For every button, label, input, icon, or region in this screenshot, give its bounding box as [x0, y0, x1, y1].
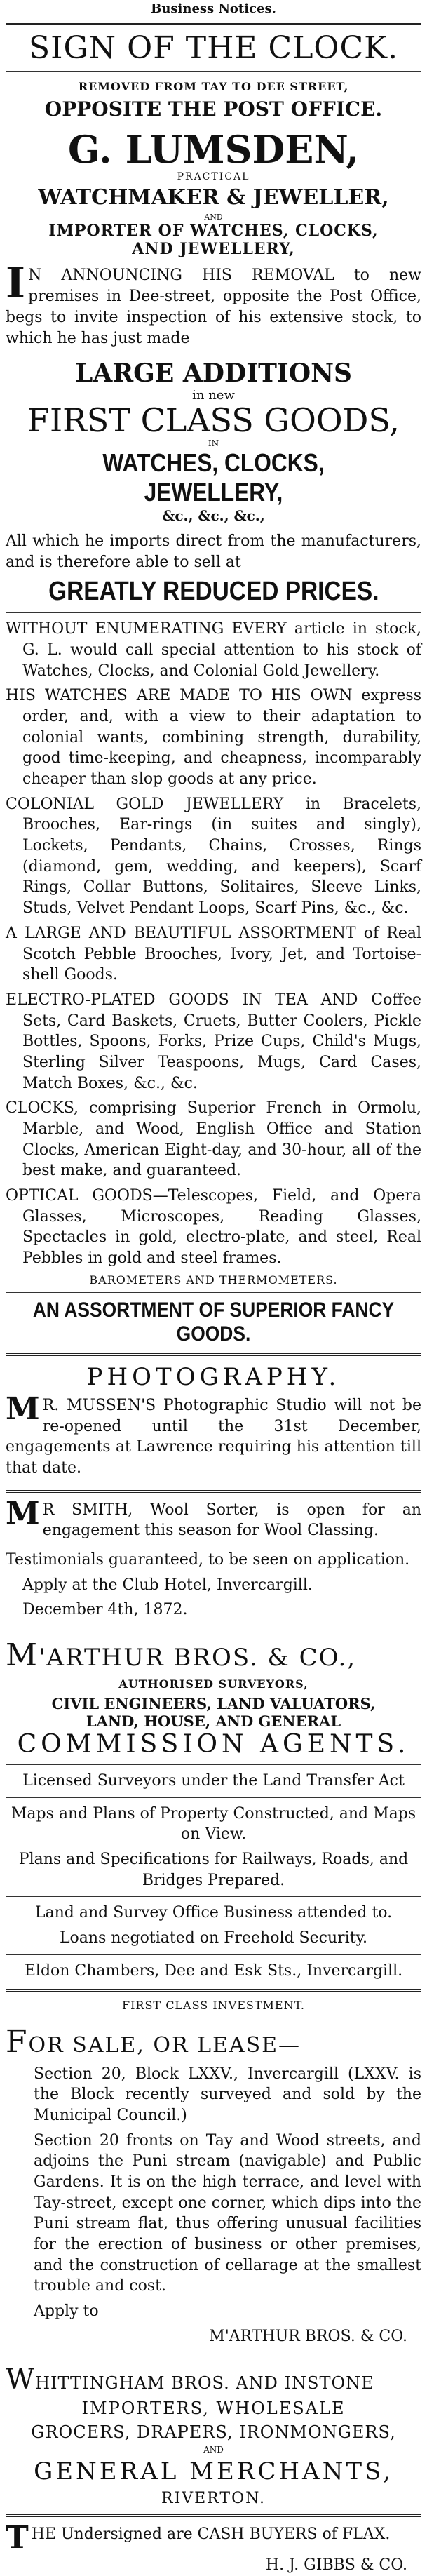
divider — [6, 1797, 421, 1798]
stock-item: ELECTRO-PLATED GOODS IN TEA AND Coffee Sets, Card Baskets, Cruets, Butter Coolers, Pickle Bottles, Spoons, Forks, Prize Cups, Child's Mugs, Sterling Silver Teaspoons, Mugs, Card Cases, Match Boxes, &c., &c. — [6, 991, 421, 1092]
maps-line: Maps and Plans of Property Constructed, and Maps on View. — [11, 1804, 416, 1844]
advert-heading: SIGN OF THE CLOCK. — [28, 30, 399, 66]
whittingham-advert — [6, 2363, 421, 2507]
divider — [6, 1292, 421, 1293]
barometers-line: BAROMETERS AND THERMOMETERS. — [89, 1273, 338, 1287]
opposite-line: OPPOSITE THE POST OFFICE. — [44, 98, 383, 121]
stock-item: COLONIAL GOLD JEWELLERY in Bracelets, Brooches, Ear-rings (in suites and singly), Lockets, Pendants, Chains, Crosses, Rings (diamond, gem, wedding, and keepers), Scarf Rings, Collar Buttons, Solitaires, Sleeve Links, Studs, Velvet Pendant Loops, Scarf Pins, &c., &c. — [6, 795, 421, 918]
drop-cap: M — [6, 1390, 40, 1427]
wool-date: December 4th, 1872. — [22, 1601, 188, 1619]
section-description: Section 20, Block LXXV., Invercargill (LXXV. is the Block recently surveyed and sold by the Municipal Council.) — [34, 2065, 421, 2124]
wool-text — [6, 1495, 421, 1541]
lumsden-advert — [6, 32, 421, 1346]
drop-cap: M — [6, 1637, 39, 1674]
authorised-line: AUTHORISED SURVEYORS, — [118, 1677, 309, 1691]
newspaper-column — [0, 1, 427, 2575]
wool-body: R SMITH, Wool Sorter, is open for an engagement this season for Wool Classing. — [42, 1501, 421, 1540]
whittingham-line-4: GENERAL MERCHANTS, — [34, 2457, 393, 2486]
stock-item: A LARGE AND BEAUTIFUL ASSORTMENT of Real Scotch Pebble Brooches, Ivory, Jet, and Tortoise-shell Goods. — [6, 924, 421, 984]
gibbs-text — [6, 2520, 421, 2556]
divider — [6, 612, 421, 613]
commission-line: COMMISSION AGENTS. — [17, 1730, 410, 1759]
civil-line: CIVIL ENGINEERS, LAND VALUATORS, — [51, 1695, 376, 1713]
investment-heading: FIRST CLASS INVESTMENT. — [122, 1998, 305, 2012]
divider — [6, 1896, 421, 1897]
importer-line-2: AND JEWELLERY, — [132, 240, 295, 259]
wool-apply: Apply at the Club Hotel, Invercargill. — [22, 1576, 313, 1594]
land-line: LAND, HOUSE, AND GENERAL — [86, 1712, 341, 1731]
drop-cap: F — [6, 2023, 29, 2060]
divider — [6, 23, 421, 25]
licensed-line: Licensed Surveyors under the Land Transfer Act — [22, 1772, 405, 1790]
drop-cap: I — [6, 259, 26, 309]
photography-text — [6, 1390, 421, 1479]
trade-line: WATCHMAKER & JEWELLER, — [38, 185, 389, 210]
drop-cap: W — [6, 2363, 36, 2396]
large-additions: LARGE ADDITIONS — [75, 358, 352, 389]
proprietor-name: G. LUMSDEN, — [67, 127, 360, 173]
divider — [6, 2514, 421, 2517]
whittingham-town: RIVERTON. — [161, 2490, 266, 2508]
intro-text: N ANNOUNCING HIS REMOVAL to new premises in Dee-street, opposite the Post Office, begs to invite inspection of his extensive stock, to which he has just made — [6, 267, 421, 347]
in-label: IN — [208, 438, 219, 448]
whittingham-line-2: IMPORTERS, WHOLESALE — [81, 2399, 346, 2419]
mcarthur-advert — [6, 1637, 421, 1982]
first-class-goods: FIRST CLASS GOODS, — [27, 401, 400, 440]
and-label: AND — [203, 2445, 224, 2455]
whittingham-line-3: GROCERS, DRAPERS, IRONMONGERS, — [31, 2422, 396, 2443]
drop-cap: M — [6, 1495, 40, 1531]
whittingham-line-1: HITTINGHAM BROS. AND INSTONE — [35, 2373, 374, 2394]
fancy-goods-line: AN ASSORTMENT OF SUPERIOR FANCY GOODS. — [32, 1298, 395, 1346]
stock-item: OPTICAL GOODS—Telescopes, Field, and Opera Glasses, Microscopes, Reading Glasses, Spectacles in gold, electro-plate, and steel, Real Pebbles in gold and steel frames. — [6, 1187, 421, 1268]
divider — [6, 1954, 421, 1955]
section-title: Business Notices. — [151, 1, 276, 16]
intro-paragraph — [6, 259, 421, 349]
etc-line: &c., &c., &c., — [162, 507, 265, 524]
photography-heading: PHOTOGRAPHY. — [86, 1362, 341, 1391]
imports-paragraph: All which he imports direct from the manufacturers, and is therefore able to sell at — [6, 532, 421, 571]
wool-sorter-advert — [6, 1495, 421, 1621]
firm-name: 'ARTHUR BROS. & CO., — [39, 1644, 357, 1672]
loans-line: Loans negotiated on Freehold Security. — [59, 1929, 368, 1947]
photography-advert — [6, 1363, 421, 1483]
sale-text: OR SALE, OR LEASE— — [28, 2032, 301, 2058]
gibbs-body: HE Undersigned are CASH BUYERS of FLAX. — [31, 2525, 391, 2544]
divider — [6, 1490, 421, 1493]
drop-cap: T — [6, 2520, 29, 2556]
gibbs-advert — [6, 2520, 421, 2576]
divider — [6, 1764, 421, 1765]
address-line: Eldon Chambers, Dee and Esk Sts., Invercargill. — [24, 1961, 403, 1980]
stock-item: CLOCKS, comprising Superior French in Ormolu, Marble, and Wood, English Office and Station Clocks, American Eight-day, and 30-hour, all of the best make, and guaranteed. — [6, 1099, 421, 1180]
gibbs-firm: H. J. GIBBS & CO. — [265, 2556, 407, 2575]
divider — [6, 1628, 421, 1630]
firm-heading — [6, 1637, 421, 1673]
wool-testimonials: Testimonials guaranteed, to be seen on application. — [6, 1550, 410, 1569]
reduced-prices: GREATLY REDUCED PRICES. — [48, 577, 379, 607]
removed-line: REMOVED FROM TAY TO DEE STREET, — [78, 80, 349, 94]
divider — [6, 71, 421, 72]
divider — [6, 1989, 421, 1992]
and-label: AND — [204, 213, 223, 222]
in-new-label: in new — [192, 388, 235, 403]
photography-body: R. MUSSEN'S Photographic Studio will not be re-opened until the 31st December, engagements at Lawrence requiring his attention till that date. — [6, 1396, 421, 1477]
divider — [6, 1353, 421, 1356]
sale-heading — [6, 2024, 421, 2060]
practical-label: PRACTICAL — [177, 171, 250, 183]
importer-line-1: IMPORTER OF WATCHES, CLOCKS, — [48, 222, 379, 241]
goods-line: WATCHES, CLOCKS, JEWELLERY, — [102, 448, 325, 507]
divider — [6, 2354, 421, 2356]
stock-list — [6, 619, 421, 1269]
land-survey-line: Land and Survey Office Business attended to. — [34, 1904, 393, 1922]
plans-line: Plans and Specifications for Railways, Roads, and Bridges Prepared. — [18, 1851, 409, 1889]
stock-item: HIS WATCHES ARE MADE TO HIS OWN express order, and, with a view to their adaptation to colonial wants, combining strength, durability, good time-keeping, and cheapness, incomparably cheaper than slop goods at any price. — [6, 687, 421, 789]
investment-firm: M'ARTHUR BROS. & CO. — [209, 2327, 407, 2345]
section-details: Section 20 fronts on Tay and Wood streets, and adjoins the Puni stream (navigable) and Public Gardens. It is on the high terrace, and level with Tay-street, except one corner, which dips into the Puni stream flat, thus offering unusual facilities for the erection of business or other premises, and the construction of cellarage at the smallest trouble and cost. — [34, 2131, 421, 2295]
apply-to: Apply to — [34, 2302, 99, 2321]
whittingham-heading — [6, 2363, 421, 2396]
investment-advert — [6, 1999, 421, 2347]
stock-item: WITHOUT ENUMERATING EVERY article in stock, G. L. would call special attention to his stock of Watches, Clocks, and Colonial Gold Jewellery. — [6, 620, 421, 680]
